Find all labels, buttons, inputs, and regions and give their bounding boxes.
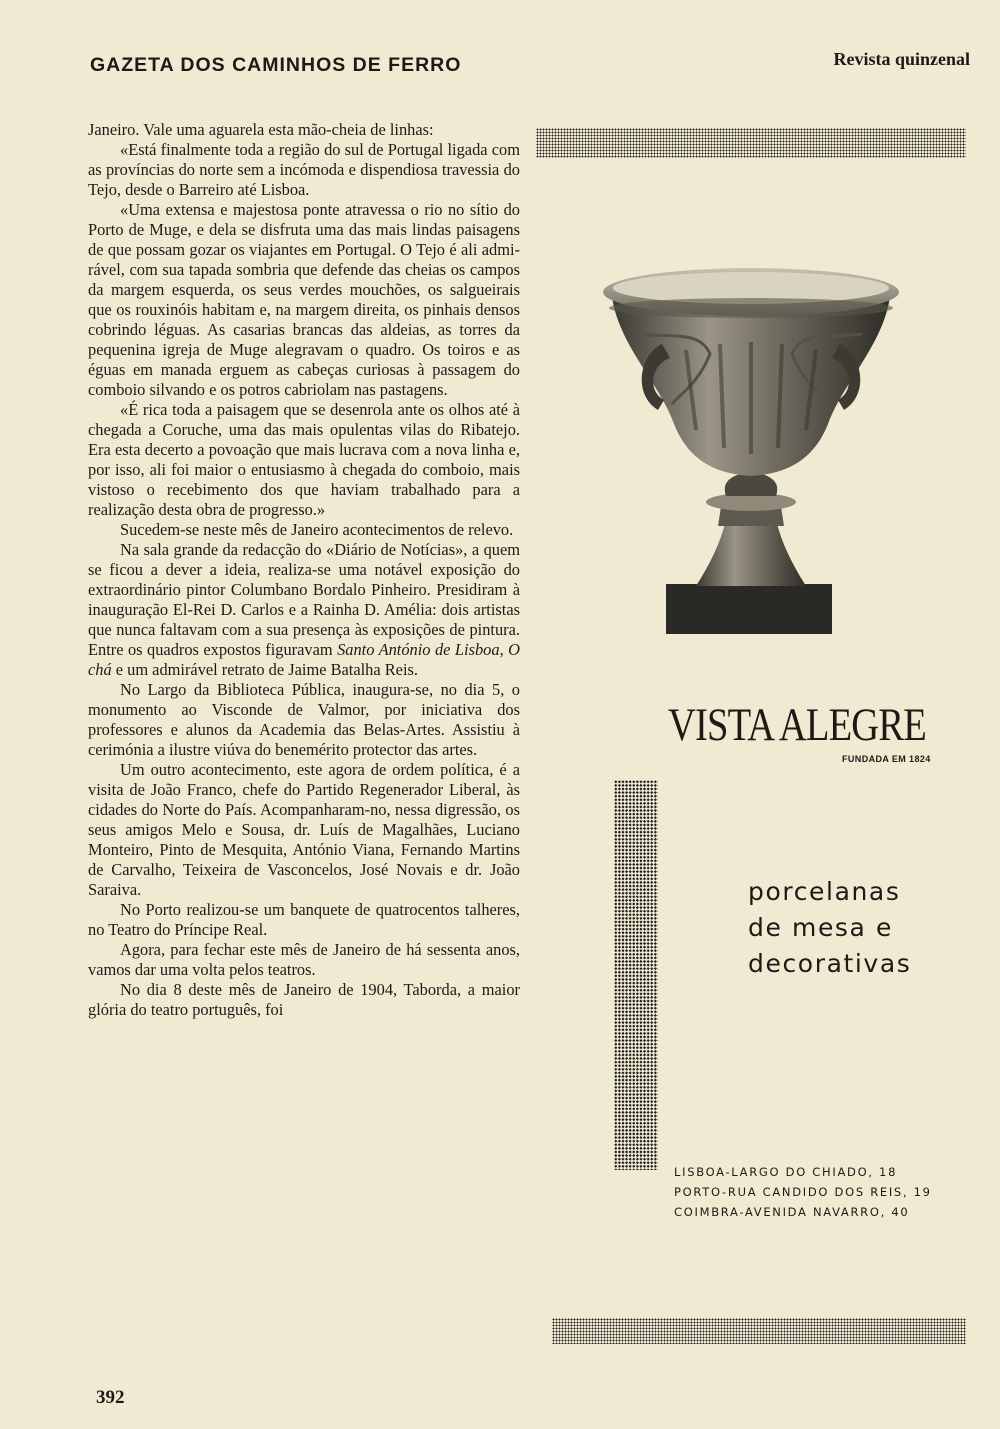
article-paragraph: «Está finalmente toda a região do sul de Portugal ligada com as províncias do norte sem a incómoda e dispendiosa travessia do Tejo, desde o Barreiro até Lisboa. <box>88 140 520 199</box>
brand-name: VISTA ALEGRE <box>668 699 926 751</box>
painting-title: O chá <box>88 640 520 679</box>
article-paragraph: «Uma extensa e majestosa ponte atravessa o rio no sítio do Porto de Muge, e dela se disfruta uma das mais lindas paisagens de que possam gozar os viajantes em Portugal. O Tejo é ali admirável, com sua tapada sombria que defende das cheias os campos da margem esquerda, os seus verdes mouchões, os salgueirais que os rouxinóis habitam e, na margem direita, os pinhais densos cobrindo léguas. As casarias brancas das aldeias, as torres da pequenina igreja de Muge alegravam o quadro. Os toiros e as éguas em manada erguem as cabeças curiosas à passagem do comboio silvando e os potros cabriolam nas pastagens. <box>88 200 520 399</box>
article-paragraph: Um outro acontecimento, este agora de ordem política, é a visita de João Franco, chefe do Partido Regenerador Liberal, às cidades do Norte do País. Acompanharam-no, nessa digressão, os seus amigos Melo e Sousa, dr. Luís de Magalhães, Luciano Monteiro, Pinto de Mesquita, António Viana, Fernando Martins de Carvalho, Teixeira de Vasconcelos, José Novais e dr. João Saraiva. <box>88 760 520 899</box>
publication-title: GAZETA DOS CAMINHOS DE FERRO <box>90 54 462 76</box>
address-line: PORTO-RUA CANDIDO DOS REIS, 19 <box>674 1185 932 1199</box>
founded-label: FUNDADA EM 1824 <box>842 754 931 764</box>
address-line: LISBOA-LARGO DO CHIADO, 18 <box>674 1165 898 1179</box>
article-paragraph: Janeiro. Vale uma aguarela esta mão-cheia de linhas: <box>88 120 434 139</box>
address-line: COIMBRA-AVENIDA NAVARRO, 40 <box>674 1205 910 1219</box>
article-paragraph: No dia 8 deste mês de Janeiro de 1904, Taborda, a maior glória do teatro português, foi <box>88 980 520 1019</box>
ad-halftone-bar-side <box>614 780 658 1170</box>
article-paragraph: «É rica toda a paisagem que se desenrola ante os olhos até à chegada a Coruche, uma das mais opulentas vilas do Ribatejo. Era esta decerto a povoação que mais lucrava com a nova linha e, por isso, ali foi maior o entusiasmo à chegada do comboio, mais vistoso o recebimento dos que haviam trabalhado para a realização desta obra de progresso.» <box>88 400 520 519</box>
article-paragraph: Sucedem-se neste mês de Janeiro acontecimentos de relevo. <box>120 520 514 539</box>
page-number: 392 <box>96 1387 125 1408</box>
paragraph-text: Na sala grande da redacção do «Diário de Notícias», a quem se ficou a dever a ideia, realiza-se uma notável exposição do extraordinário pintor Columbano Bordalo Pinheiro. Presidiram à inauguração El-Rei D. Carlos e a Rainha D. Amélia: dois artistas que nunca faltavam com a sua presença às exposições de pintura. Entre os quadros expostos figuravam <box>88 540 520 659</box>
article-paragraph <box>88 540 520 680</box>
article-column <box>88 120 520 1020</box>
vase-photo <box>600 234 902 636</box>
article-paragraph: Agora, para fechar este mês de Janeiro de há sessenta anos, vamos dar uma volta pelos teatros. <box>88 940 520 979</box>
ad-tagline <box>748 874 911 982</box>
tagline-line: de mesa e <box>748 913 894 942</box>
article-paragraph: No Largo da Biblioteca Pública, inaugura-se, no dia 5, o monumento ao Visconde de Valmor, por iniciativa dos professores e alunos da Academia das Belas-Artes. Assistiu à cerimónia a ilustre viúva do benemérito protector das artes. <box>88 680 520 759</box>
article-paragraph: No Porto realizou-se um banquete de quatrocentos talheres, no Teatro do Príncipe Real. <box>88 900 520 939</box>
publication-frequency: Revista quinzenal <box>833 49 970 69</box>
paragraph-text: e um admirável retrato de Jaime Batalha Reis. <box>111 660 418 679</box>
tagline-line: porcelanas <box>748 877 901 906</box>
ad-halftone-bar-bottom <box>552 1318 966 1344</box>
paragraph-text: , <box>499 640 509 659</box>
ad-addresses <box>674 1162 932 1222</box>
tagline-line: decorativas <box>748 949 912 978</box>
ad-halftone-bar-top <box>536 128 966 158</box>
painting-title: Santo António de Lisboa <box>337 640 500 659</box>
